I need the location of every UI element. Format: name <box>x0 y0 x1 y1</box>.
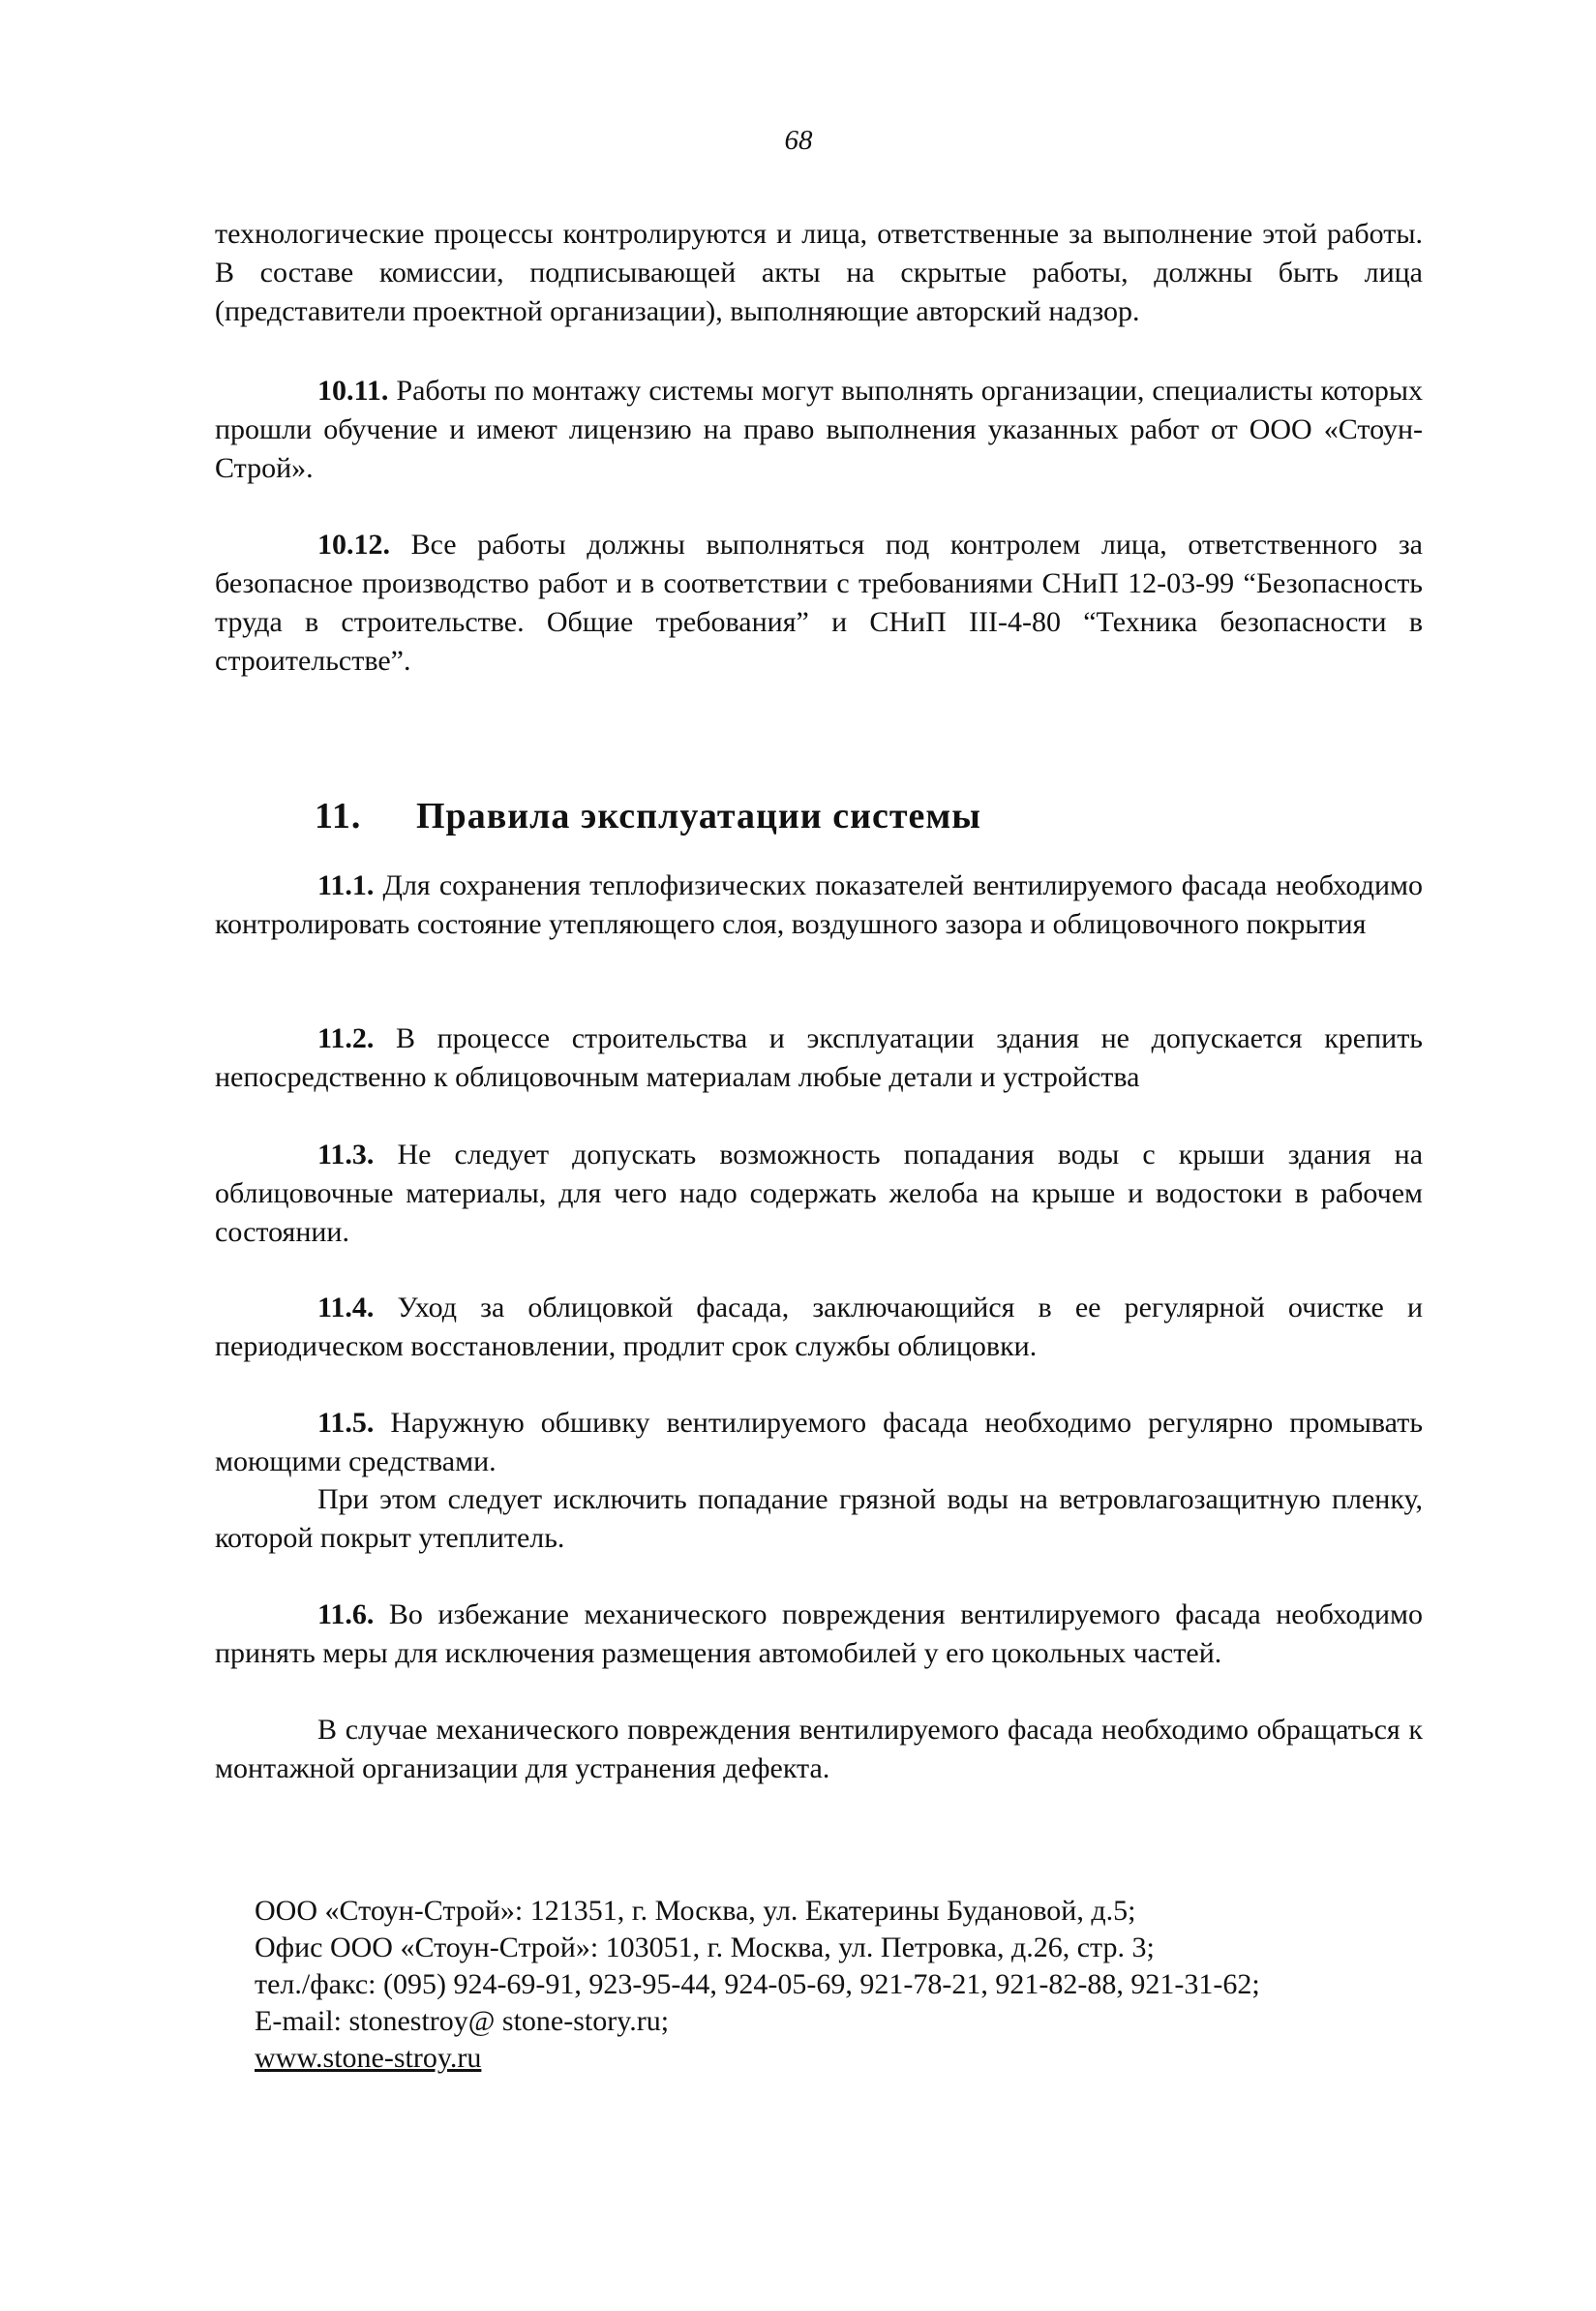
clause-number: 11.1. <box>317 869 375 901</box>
clause-number: 11.3. <box>317 1139 375 1171</box>
section-heading <box>315 794 1379 838</box>
clause-11-5-extra <box>215 1480 1423 1558</box>
clause-text: Работы по монтажу системы могут выполнять организации, специалисты которых прошли обучение и имеют лицензию на право выполнения указанных работ от ООО «Стоун-Строй». <box>215 375 1423 484</box>
clause-number: 11.2. <box>317 1022 375 1054</box>
contact-website-link[interactable]: www.stone-stroy.ru <box>255 2042 482 2074</box>
contact-phone: тел./факс: (095) 924-69-91, 923-95-44, 924-05-69, 921-78-21, 921-82-88, 921-31-62; <box>255 1968 1260 2000</box>
section-number: 11. <box>315 796 362 836</box>
clause-text: Все работы должны выполняться под контролем лица, ответственного за безопасное производство работ и в соответствии с требованиями СНиП 12-03-99 “Безопасность труда в строительстве. Общие требования” и СНиП III-4-80 “Техника безопасности в строительстве”. <box>215 529 1424 677</box>
clause-11-3 <box>215 1136 1423 1252</box>
clause-number: 11.4. <box>317 1292 375 1323</box>
clause-extra-text: В случае механического повреждения вентилируемого фасада необходимо обращаться к монтажной организации для устранения дефекта. <box>215 1714 1423 1784</box>
clause-10-11 <box>215 372 1423 488</box>
intro-paragraph-text: технологические процессы контролируются и лица, ответственные за выполнение этой работы. В составе комиссии, подписывающей акты на скрытые работы, должны быть лица (представители проектной организации), выполняющие авторский надзор. <box>215 218 1423 327</box>
intro-paragraph <box>215 215 1423 331</box>
clause-11-1 <box>215 867 1423 944</box>
clause-11-5 <box>215 1404 1423 1481</box>
clause-11-6-extra <box>215 1711 1423 1788</box>
page-number: 68 <box>784 125 813 156</box>
contact-office: Офис ООО «Стоун-Строй»: 103051, г. Москва, ул. Петровка, д.26, стр. 3; <box>255 1931 1155 1963</box>
clause-text: Не следует допускать возможность попадания воды с крыши здания на облицовочные материалы, для чего надо содержать желоба на крыше и водостоки в рабочем состоянии. <box>215 1139 1424 1248</box>
contacts-block <box>255 1893 1416 2077</box>
clause-text: Наружную обшивку вентилируемого фасада необходимо регулярно промывать моющими средствами. <box>215 1407 1424 1477</box>
clause-11-2 <box>215 1019 1423 1097</box>
clause-text: Уход за облицовкой фасада, заключающийся в ее регулярной очистке и периодическом восстановлении, продлит срок службы облицовки. <box>215 1292 1423 1362</box>
section-title: Правила эксплуатации системы <box>416 796 981 836</box>
clause-extra-text: При этом следует исключить попадание грязной воды на ветровлагозащитную пленку, которой покрыт утеплитель. <box>215 1483 1423 1554</box>
clause-text: Для сохранения теплофизических показателей вентилируемого фасада необходимо контролировать состояние утепляющего слоя, воздушного зазора и облицовочного покрытия <box>215 869 1423 940</box>
clause-number: 10.11. <box>317 375 389 407</box>
clause-11-6 <box>215 1596 1423 1673</box>
clause-11-4 <box>215 1289 1423 1366</box>
clause-number: 10.12. <box>317 529 390 561</box>
clause-text: В процессе строительства и эксплуатации здания не допускается крепить непосредственно к облицовочным материалам любые детали и устройства <box>215 1022 1423 1093</box>
contact-address: ООО «Стоун-Строй»: 121351, г. Москва, ул. Екатерины Будановой, д.5; <box>255 1895 1136 1927</box>
clause-text: Во избежание механического повреждения вентилируемого фасада необходимо принять меры для исключения размещения автомобилей у его цокольных частей. <box>215 1598 1424 1669</box>
clause-number: 11.5. <box>317 1407 375 1439</box>
clause-10-12 <box>215 526 1423 681</box>
contact-email[interactable]: E-mail: stonestroy@ stone-story.ru; <box>255 2005 670 2037</box>
clause-number: 11.6. <box>317 1598 375 1630</box>
